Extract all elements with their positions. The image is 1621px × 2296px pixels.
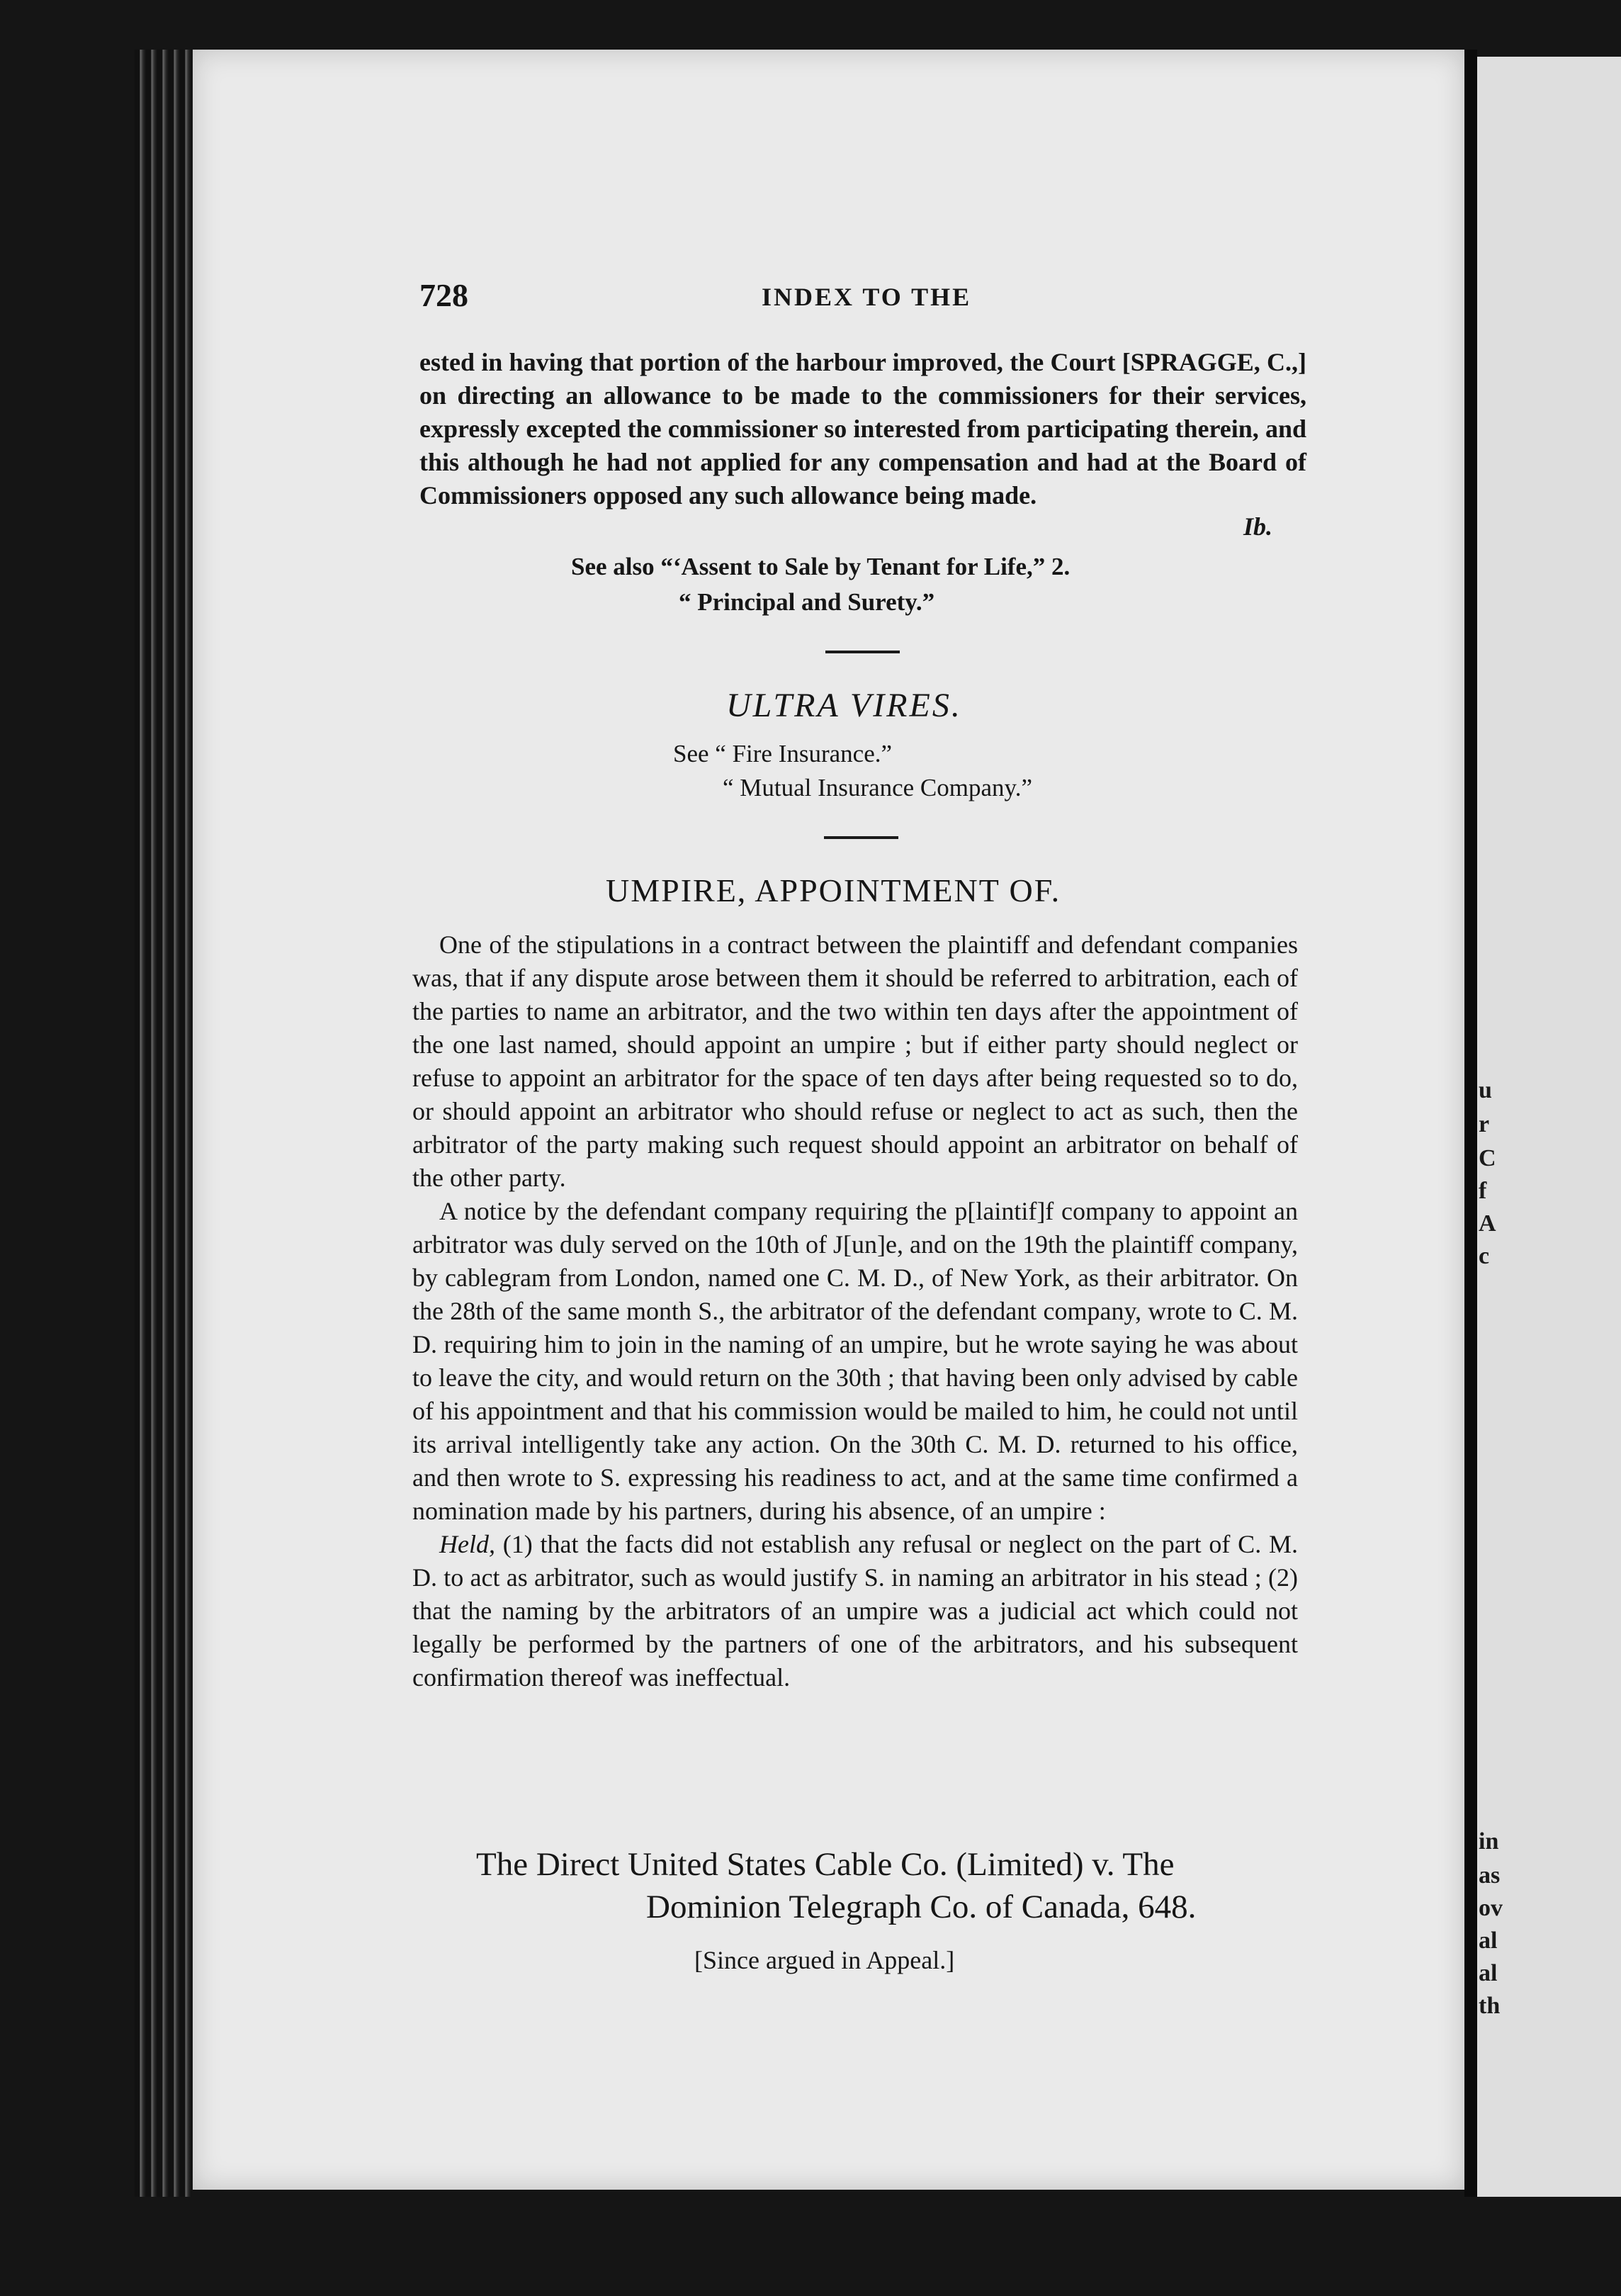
next-page-fragment: c bbox=[1479, 1243, 1490, 1269]
next-page-fragment: al bbox=[1479, 1928, 1498, 1954]
next-page-fragment: u bbox=[1479, 1077, 1492, 1103]
held-label: Held, bbox=[439, 1530, 495, 1558]
umpire-heading: UMPIRE, APPOINTMENT OF. bbox=[606, 872, 1061, 908]
next-page-fragment: r bbox=[1479, 1111, 1490, 1137]
see-also-line-1: See also “‘Assent to Sale by Tenant for Life,” 2. bbox=[571, 553, 1071, 580]
ultra-vires-heading: ULTRA VIRES. bbox=[726, 687, 962, 724]
next-page-fragment: as bbox=[1479, 1862, 1501, 1889]
next-page-edge bbox=[1477, 57, 1621, 2211]
held-text: (1) that the facts did not establish any refusal or neglect on the part of C. M. D. to act as arbitrator, such as would justify S. in naming an arbitrator in his stead ; (2) that the naming by the arbitrators of an umpire was a judicial act which could not legally be performed by the partners of one of the arbitrators, and his subsequent confirmation thereof was ineffectual. bbox=[412, 1530, 1298, 1692]
page-number: 728 bbox=[419, 277, 468, 313]
next-page-fragment: ov bbox=[1479, 1895, 1503, 1921]
see-also-line-2: “ Principal and Surety.” bbox=[679, 588, 935, 616]
section-divider bbox=[824, 836, 898, 839]
ultra-vires-see-2: “ Mutual Insurance Company.” bbox=[723, 774, 1033, 801]
section-divider bbox=[825, 651, 900, 653]
next-page-fragment: al bbox=[1479, 1960, 1498, 1986]
case-note: [Since argued in Appeal.] bbox=[694, 1946, 955, 1974]
umpire-paragraph-2: A notice by the defendant company requiring the p[laintif]f company to appoint an arbitrator was duly served on the 10th of J[un]e, and on the 19th the plaintiff company, by cablegram from London, named one C. M. D., of New York, as their arbitrator. On the 28th of the same month S., the arbitrator of the defendant company, wrote to C. M. D. requiring him to join in the naming of an umpire, but he wrote saying he was about to leave the city, and would return on the 30th ; that having been only advised by cable of his appointment and that his commission would be mailed to him, he could not until its arrival intelligently take any action. On the 30th C. M. D. returned to his office, and then wrote to S. expressing his readiness to act, and at the same time confirmed a nomination made by his partners, during his absence, of an umpire : bbox=[412, 1197, 1298, 1525]
case-name-line-2: Dominion Telegraph Co. of Canada, 648. bbox=[646, 1889, 1197, 1925]
ultra-vires-see-1: See “ Fire Insurance.” bbox=[673, 740, 893, 767]
page-gutter bbox=[1464, 50, 1477, 2204]
next-page-fragment: C bbox=[1479, 1145, 1496, 1171]
umpire-paragraph-1: One of the stipulations in a contract between the plaintiff and defendant companies was, that if any dispute arose between them it should be referred to arbitration, each of the parties to name an arbitrator, and the two within ten days after the appointment of the one last named, should appoint an umpire ; but if either party should neglect or refuse to appoint an arbitrator for the space of ten days after being requested so to do, or should appoint an arbitrator who should refuse or neglect to act as such, then the arbitrator of the party making such request should appoint an arbitrator on behalf of the other party. bbox=[412, 930, 1298, 1192]
case-name-line-1: The Direct United States Cable Co. (Limited) v. The bbox=[476, 1846, 1175, 1883]
running-title: INDEX TO THE bbox=[762, 283, 972, 311]
next-page-fragment: f bbox=[1479, 1178, 1487, 1204]
scan-border bbox=[0, 2197, 1621, 2296]
case-reference: Ib. bbox=[1243, 512, 1273, 541]
umpire-paragraph-3 bbox=[412, 1528, 1298, 1694]
next-page-fragment: th bbox=[1479, 1993, 1501, 2019]
next-page-fragment: A bbox=[1479, 1210, 1496, 1237]
carry-over-text: ested in having that portion of the harbour improved, the Court [SPRAGGE, C.,] on directing an allowance to be made to the commissioners for their services, expressly excepted the commissioner so interested from participating therein, and this although he had not applied for any compensation and had at the Board of Commissioners opposed any such allowance being made. bbox=[419, 348, 1306, 510]
book-spine bbox=[135, 50, 191, 2197]
umpire-body bbox=[412, 928, 1298, 1694]
next-page-fragment: in bbox=[1479, 1828, 1499, 1855]
carry-over-paragraph bbox=[419, 346, 1306, 512]
